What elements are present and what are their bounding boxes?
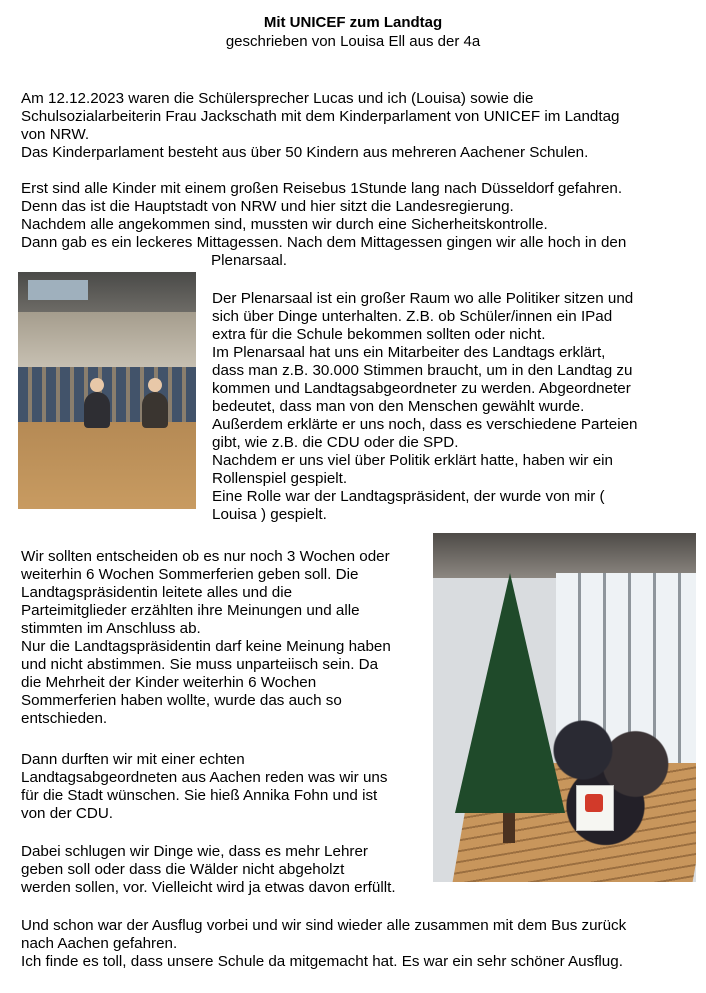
paragraph-vorschlaege: Dabei schlugen wir Dinge wie, dass es mehr Lehrer geben soll oder dass die Wälder nicht abgeholzt werden sollen, vor. Vielleicht wird ja etwas davon erfüllt. [21,843,396,896]
paragraph-ende: Und schon war der Ausflug vorbei und wir sind wieder alle zusammen mit dem Bus zurück nach Aachen gefahren. Ich finde es toll, dass unsere Schule da mitgemacht hat. Es war ein sehr schöner Ausflug. [21,917,627,970]
paragraph-intro: Am 12.12.2023 waren die Schülersprecher Lucas und ich (Louisa) sowie die Schulsozialarbeiterin Frau Jackschath mit dem Kinderparlament von UNICEF im Landtag von NRW. Das Kinderparlament besteht aus über 50 Kindern aus mehreren Aachener Schulen. [21,90,620,161]
paragraph-vote: Wir sollten entscheiden ob es nur noch 3 Wochen oder weiterhin 6 Wochen Sommerferien geben soll. Die Landtagspräsidentin leitete alles und die Parteimitglieder erzählten ihre Meinungen und alle stimmten im Anschluss ab. Nur die Landtagspräsidentin darf keine Meinung haben und nicht abstimmen. Sie muss unparteiisch sein. Da die Mehrheit der Kinder weiterhin 6 Wochen Sommerferien haben wollte, wurde das auch so entschieden. [21,548,391,727]
paragraph-plenarsaal: Der Plenarsaal ist ein großer Raum wo alle Politiker sitzen und sich über Dinge unterhalten. Z.B. ob Schüler/innen ein IPad extra für die Schule bekommen sollten oder nicht. Im Plenarsaal hat uns ein Mitarbeiter des Landtags erklärt, dass man z.B. 30.000 Stimmen braucht, um in den Landtag zu kommen und Landtagsabgeordneter zu werden. Abgeordneter bedeutet, dass man von den Menschen gewählt wurde. Außerdem erklärte er uns noch, dass es verschiedene Parteien gibt, wie z.B. die CDU oder die SPD. Nachdem er uns viel über Politik erklärt hatte, haben wir ein Rollenspiel gespielt. Eine Rolle war der Landtagspräsident, der wurde von mir ( Louisa ) gespielt. [212,290,638,523]
paragraph-journey: Erst sind alle Kinder mit einem großen Reisebus 1Stunde lang nach Düsseldorf gefahren. Denn das ist die Hauptstadt von NRW und hier sitzt die Landesregierung. Nachdem alle angekommen sind, mussten wir durch eine Sicherheitskontrolle. Dann gab es ein leckeres Mittagessen. Nach dem Mittagessen gingen wir alle hoch in den [21,180,627,251]
paragraph-journey-tail: Plenarsaal. [211,252,287,269]
plenarsaal-photo [18,272,196,509]
christmas-tree-stairs-photo [433,533,696,882]
page-title: Mit UNICEF zum Landtag [263,14,443,31]
page-subtitle: geschrieben von Louisa Ell aus der 4a [225,33,481,50]
paragraph-abgeordnete: Dann durften wir mit einer echten Landtagsabgeordneten aus Aachen reden was wir uns für die Stadt wünschen. Sie hieß Annika Fohn und ist von der CDU. [21,751,388,822]
